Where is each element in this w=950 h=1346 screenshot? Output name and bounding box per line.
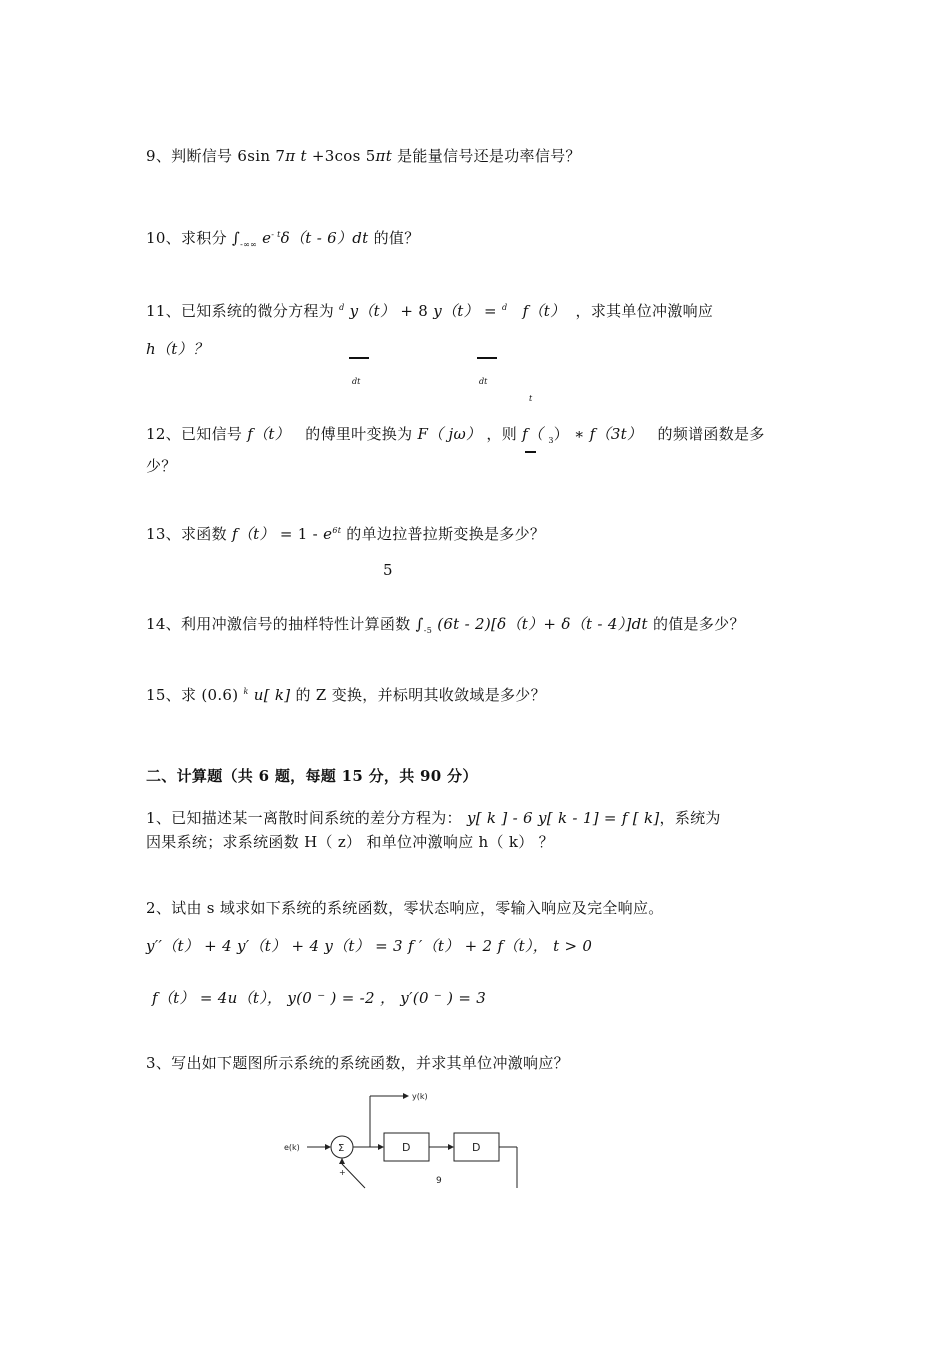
q12-f3: f（ xyxy=(522,425,549,443)
q9-prefix: 9、判断信号 6sin 7 xyxy=(146,147,286,165)
problem-3-line1: 3、写出如下题图所示系统的系统函数，并求其单位冲激响应？ xyxy=(146,1054,569,1072)
q12-star: ∗ xyxy=(574,425,585,443)
gain-label: 9 xyxy=(436,1176,442,1186)
q12-mid: 的傅里叶变换为 xyxy=(305,425,413,443)
q13-number-5: 5 xyxy=(383,561,393,579)
q14-integral: ∫ xyxy=(415,615,424,633)
q12-F: F（ jω） xyxy=(417,425,482,443)
summer-sigma: Σ xyxy=(338,1143,345,1154)
question-11 xyxy=(146,300,713,321)
q10-limits: -∞∞ xyxy=(240,240,258,249)
q13-e: e xyxy=(323,525,333,543)
p1-equation: y[ k ] - 6 y[ k - 1] = f [ k] xyxy=(466,809,660,827)
question-10 xyxy=(146,227,420,249)
plus-sign: + xyxy=(339,1168,346,1177)
q11-t-small: t xyxy=(529,394,533,403)
q12-f3t: f（3t） xyxy=(589,425,643,443)
p1-prefix: 1、已知描述某一离散时间系统的差分方程为： xyxy=(146,809,462,827)
problem-1-line1 xyxy=(146,807,721,828)
problem-2-equation-2: f（t） = 4u（t）， y(0 ⁻ ) = -2 ， y′(0 ⁻ ) = 3 xyxy=(152,989,487,1007)
q9-suffix: 是能量信号还是功率信号？ xyxy=(392,147,581,165)
q12-ft: f（t） xyxy=(247,425,291,443)
problem-2-line1: 2、试由 s 域求如下系统的系统函数，零状态响应，零输入响应及完全响应。 xyxy=(146,899,664,917)
q12-prefix: 12、已知信号 xyxy=(146,425,243,443)
q9-pit: πt xyxy=(375,147,393,165)
p1-suffix: ，系统为 xyxy=(659,809,721,827)
q12-fraction-bar xyxy=(525,451,536,453)
q11-dt-2: dt xyxy=(479,377,488,386)
q11-fraction-bar-1 xyxy=(349,357,369,359)
q10-exp: - t xyxy=(271,230,281,239)
problem-1-line2: 因果系统；求系统函数 H（ z） 和单位冲激响应 h（ k） ？ xyxy=(146,833,554,851)
q13-exp: 6t xyxy=(332,526,342,535)
q12-suffix: 的频谱函数是多 xyxy=(657,425,765,443)
q11-eq: = xyxy=(484,302,497,320)
output-label: y(k) xyxy=(412,1092,428,1101)
q9-mid: +3cos 5 xyxy=(306,147,376,165)
q11-mid: + 8 xyxy=(400,302,429,320)
feedback-arrow-head xyxy=(339,1158,345,1164)
q15-exp: k xyxy=(243,687,249,696)
q12-sub3: 3 xyxy=(548,436,554,445)
q11-d2: d xyxy=(501,303,508,312)
q13-prefix: 13、求函数 xyxy=(146,525,227,543)
input-label: e(k) xyxy=(284,1143,300,1152)
q12-close: ） xyxy=(553,425,570,443)
system-block-diagram xyxy=(270,1080,540,1190)
question-14 xyxy=(146,613,745,635)
q15-suffix: 的 Z 变换，并标明其收敛域是多少？ xyxy=(295,686,546,704)
q13-eq: = 1 - xyxy=(279,525,319,543)
q14-body: (6t - 2)[δ（t）+ δ（t - 4）]dt xyxy=(437,615,648,633)
q11-line2: h（t）？ xyxy=(146,340,209,358)
q15-u: u[ k] xyxy=(253,686,291,704)
q15-prefix: 15、求 (0.6) xyxy=(146,686,239,704)
question-12 xyxy=(146,423,765,445)
question-9 xyxy=(146,145,581,166)
q13-suffix: 的单边拉普拉斯变换是多少？ xyxy=(346,525,546,543)
q10-e: e xyxy=(262,229,272,247)
q11-prefix: 11、已知系统的微分方程为 xyxy=(146,302,334,320)
q11-dt-1: dt xyxy=(352,377,361,386)
question-15 xyxy=(146,684,546,705)
delay1-arrow-head xyxy=(378,1144,384,1150)
delay-2-label: D xyxy=(472,1141,481,1154)
input-arrow-head xyxy=(325,1144,331,1150)
q11-fraction-bar-2 xyxy=(477,357,497,359)
problem-2-equation-1: y′′（t） + 4 y′（t） + 4 y（t） = 3 f ′（t） + 2 f（t）， t > 0 xyxy=(146,937,593,955)
q11-suffix: ，求其单位冲激响应 xyxy=(575,302,714,320)
q9-t: t xyxy=(295,147,307,165)
question-13 xyxy=(146,523,545,544)
q14-lim: -5 xyxy=(423,626,433,635)
q10-body: δ（t - 6）dt xyxy=(280,229,369,247)
q10-integral: ∫ xyxy=(231,229,241,247)
section-2-title: 二、计算题（共 6 题，每题 15 分，共 90 分） xyxy=(146,767,478,785)
q10-suffix: 的值？ xyxy=(373,229,420,247)
q11-y2: y（t） xyxy=(433,302,479,320)
q14-prefix: 14、利用冲激信号的抽样特性计算函数 xyxy=(146,615,411,633)
q9-pi: π xyxy=(285,147,296,165)
output-arrow-head xyxy=(403,1093,409,1099)
q12-then: ，则 xyxy=(486,425,517,443)
q11-f: f（t） xyxy=(522,302,566,320)
q13-ft: f（t） xyxy=(231,525,275,543)
delay2-arrow-head xyxy=(448,1144,454,1150)
delay-1-label: D xyxy=(402,1141,411,1154)
q12-line2: 少？ xyxy=(146,457,177,475)
q14-suffix: 的值是多少？ xyxy=(652,615,745,633)
q10-prefix: 10、求积分 xyxy=(146,229,227,247)
q11-y1: y（t） xyxy=(349,302,396,320)
q11-d1: d xyxy=(339,303,345,312)
